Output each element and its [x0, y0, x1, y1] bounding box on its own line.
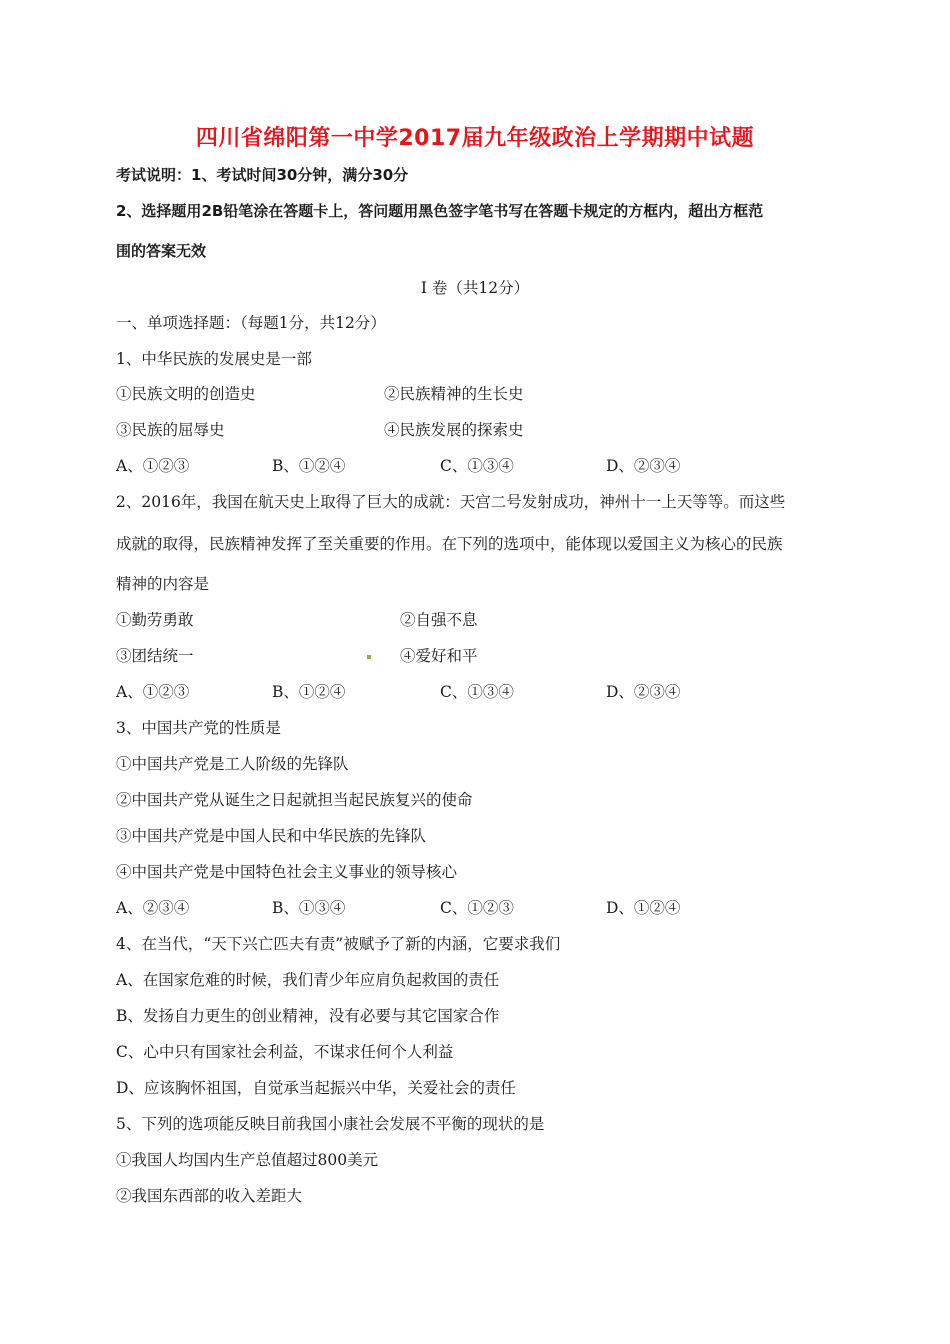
- q2-choice-b: B、①②④: [272, 683, 346, 701]
- q1-item-2: ②民族精神的生长史: [384, 385, 524, 403]
- q1-item-3: ③民族的屈辱史: [116, 421, 225, 439]
- exam-title: 四川省绵阳第一中学2017届九年级政治上学期期中试题: [195, 126, 755, 151]
- q5-item-2: ②我国东西部的收入差距大: [116, 1187, 303, 1205]
- q3-item-1: ①中国共产党是工人阶级的先锋队: [116, 755, 349, 773]
- q1-choice-b: B、①②④: [272, 457, 346, 475]
- q3-item-2: ②中国共产党从诞生之日起就担当起民族复兴的使命: [116, 791, 473, 809]
- part-title: 一、单项选择题：（每题1分，共12分）: [116, 314, 386, 332]
- q3-choice-c: C、①②③: [440, 899, 514, 917]
- q1-item-1: ①民族文明的创造史: [116, 385, 256, 403]
- q4-option-d: D、应该胸怀祖国，自觉承当起振兴中华，关爱社会的责任: [116, 1079, 516, 1097]
- q2-item-4: ④爱好和平: [400, 647, 478, 665]
- q1-choice-a: A、①②③: [116, 457, 190, 475]
- q2-item-3: ③团结统一: [116, 647, 194, 665]
- q1-item-4: ④民族发展的探索史: [384, 421, 524, 439]
- q1-stem: 1、中华民族的发展史是一部: [116, 350, 312, 368]
- q2-choice-a: A、①②③: [116, 683, 190, 701]
- q4-option-a: A、在国家危难的时候，我们青少年应肩负起救国的责任: [116, 971, 500, 989]
- q2-stem-1: 2、2016年，我国在航天史上取得了巨大的成就：天宫二号发射成功，神州十一上天等等。而这些: [116, 493, 786, 511]
- q1-choice-d: D、②③④: [606, 457, 681, 475]
- q2-item-1: ①勤劳勇敢: [116, 611, 194, 629]
- q3-choice-b: B、①③④: [272, 899, 346, 917]
- instructions-line-2: 2、选择题用2B铅笔涂在答题卡上，答问题用黑色签字笔书写在答题卡规定的方框内，超出方框范: [116, 202, 764, 220]
- q3-stem: 3、中国共产党的性质是: [116, 719, 281, 737]
- q2-choice-c: C、①③④: [440, 683, 514, 701]
- q1-choice-c: C、①③④: [440, 457, 514, 475]
- q3-item-4: ④中国共产党是中国特色社会主义事业的领导核心: [116, 863, 458, 881]
- q3-choice-d: D、①②④: [606, 899, 681, 917]
- q2-choice-d: D、②③④: [606, 683, 681, 701]
- q2-stem-2: 成就的取得，民族精神发挥了至关重要的作用。在下列的选项中，能体现以爱国主义为核心的民族: [116, 535, 783, 553]
- q2-stem-3: 精神的内容是: [116, 575, 210, 593]
- q5-stem: 5、下列的选项能反映目前我国小康社会发展不平衡的现状的是: [116, 1115, 545, 1133]
- q4-option-c: C、心中只有国家社会利益，不谋求任何个人利益: [116, 1043, 454, 1061]
- section-title: Ⅰ 卷（共12分）: [420, 279, 530, 297]
- q4-stem: 4、在当代，“天下兴亡匹夫有责”被赋予了新的内涵，它要求我们: [116, 935, 561, 953]
- instructions-line-1: 考试说明：1、考试时间30分钟，满分30分: [116, 166, 409, 184]
- q2-item-2: ②自强不息: [400, 611, 478, 629]
- q3-choice-a: A、②③④: [116, 899, 190, 917]
- speck-mark: [367, 655, 371, 659]
- instructions-line-3: 围的答案无效: [116, 242, 207, 260]
- q3-item-3: ③中国共产党是中国人民和中华民族的先锋队: [116, 827, 427, 845]
- q4-option-b: B、发扬自力更生的创业精神，没有必要与其它国家合作: [116, 1007, 500, 1025]
- q5-item-1: ①我国人均国内生产总值超过800美元: [116, 1151, 379, 1169]
